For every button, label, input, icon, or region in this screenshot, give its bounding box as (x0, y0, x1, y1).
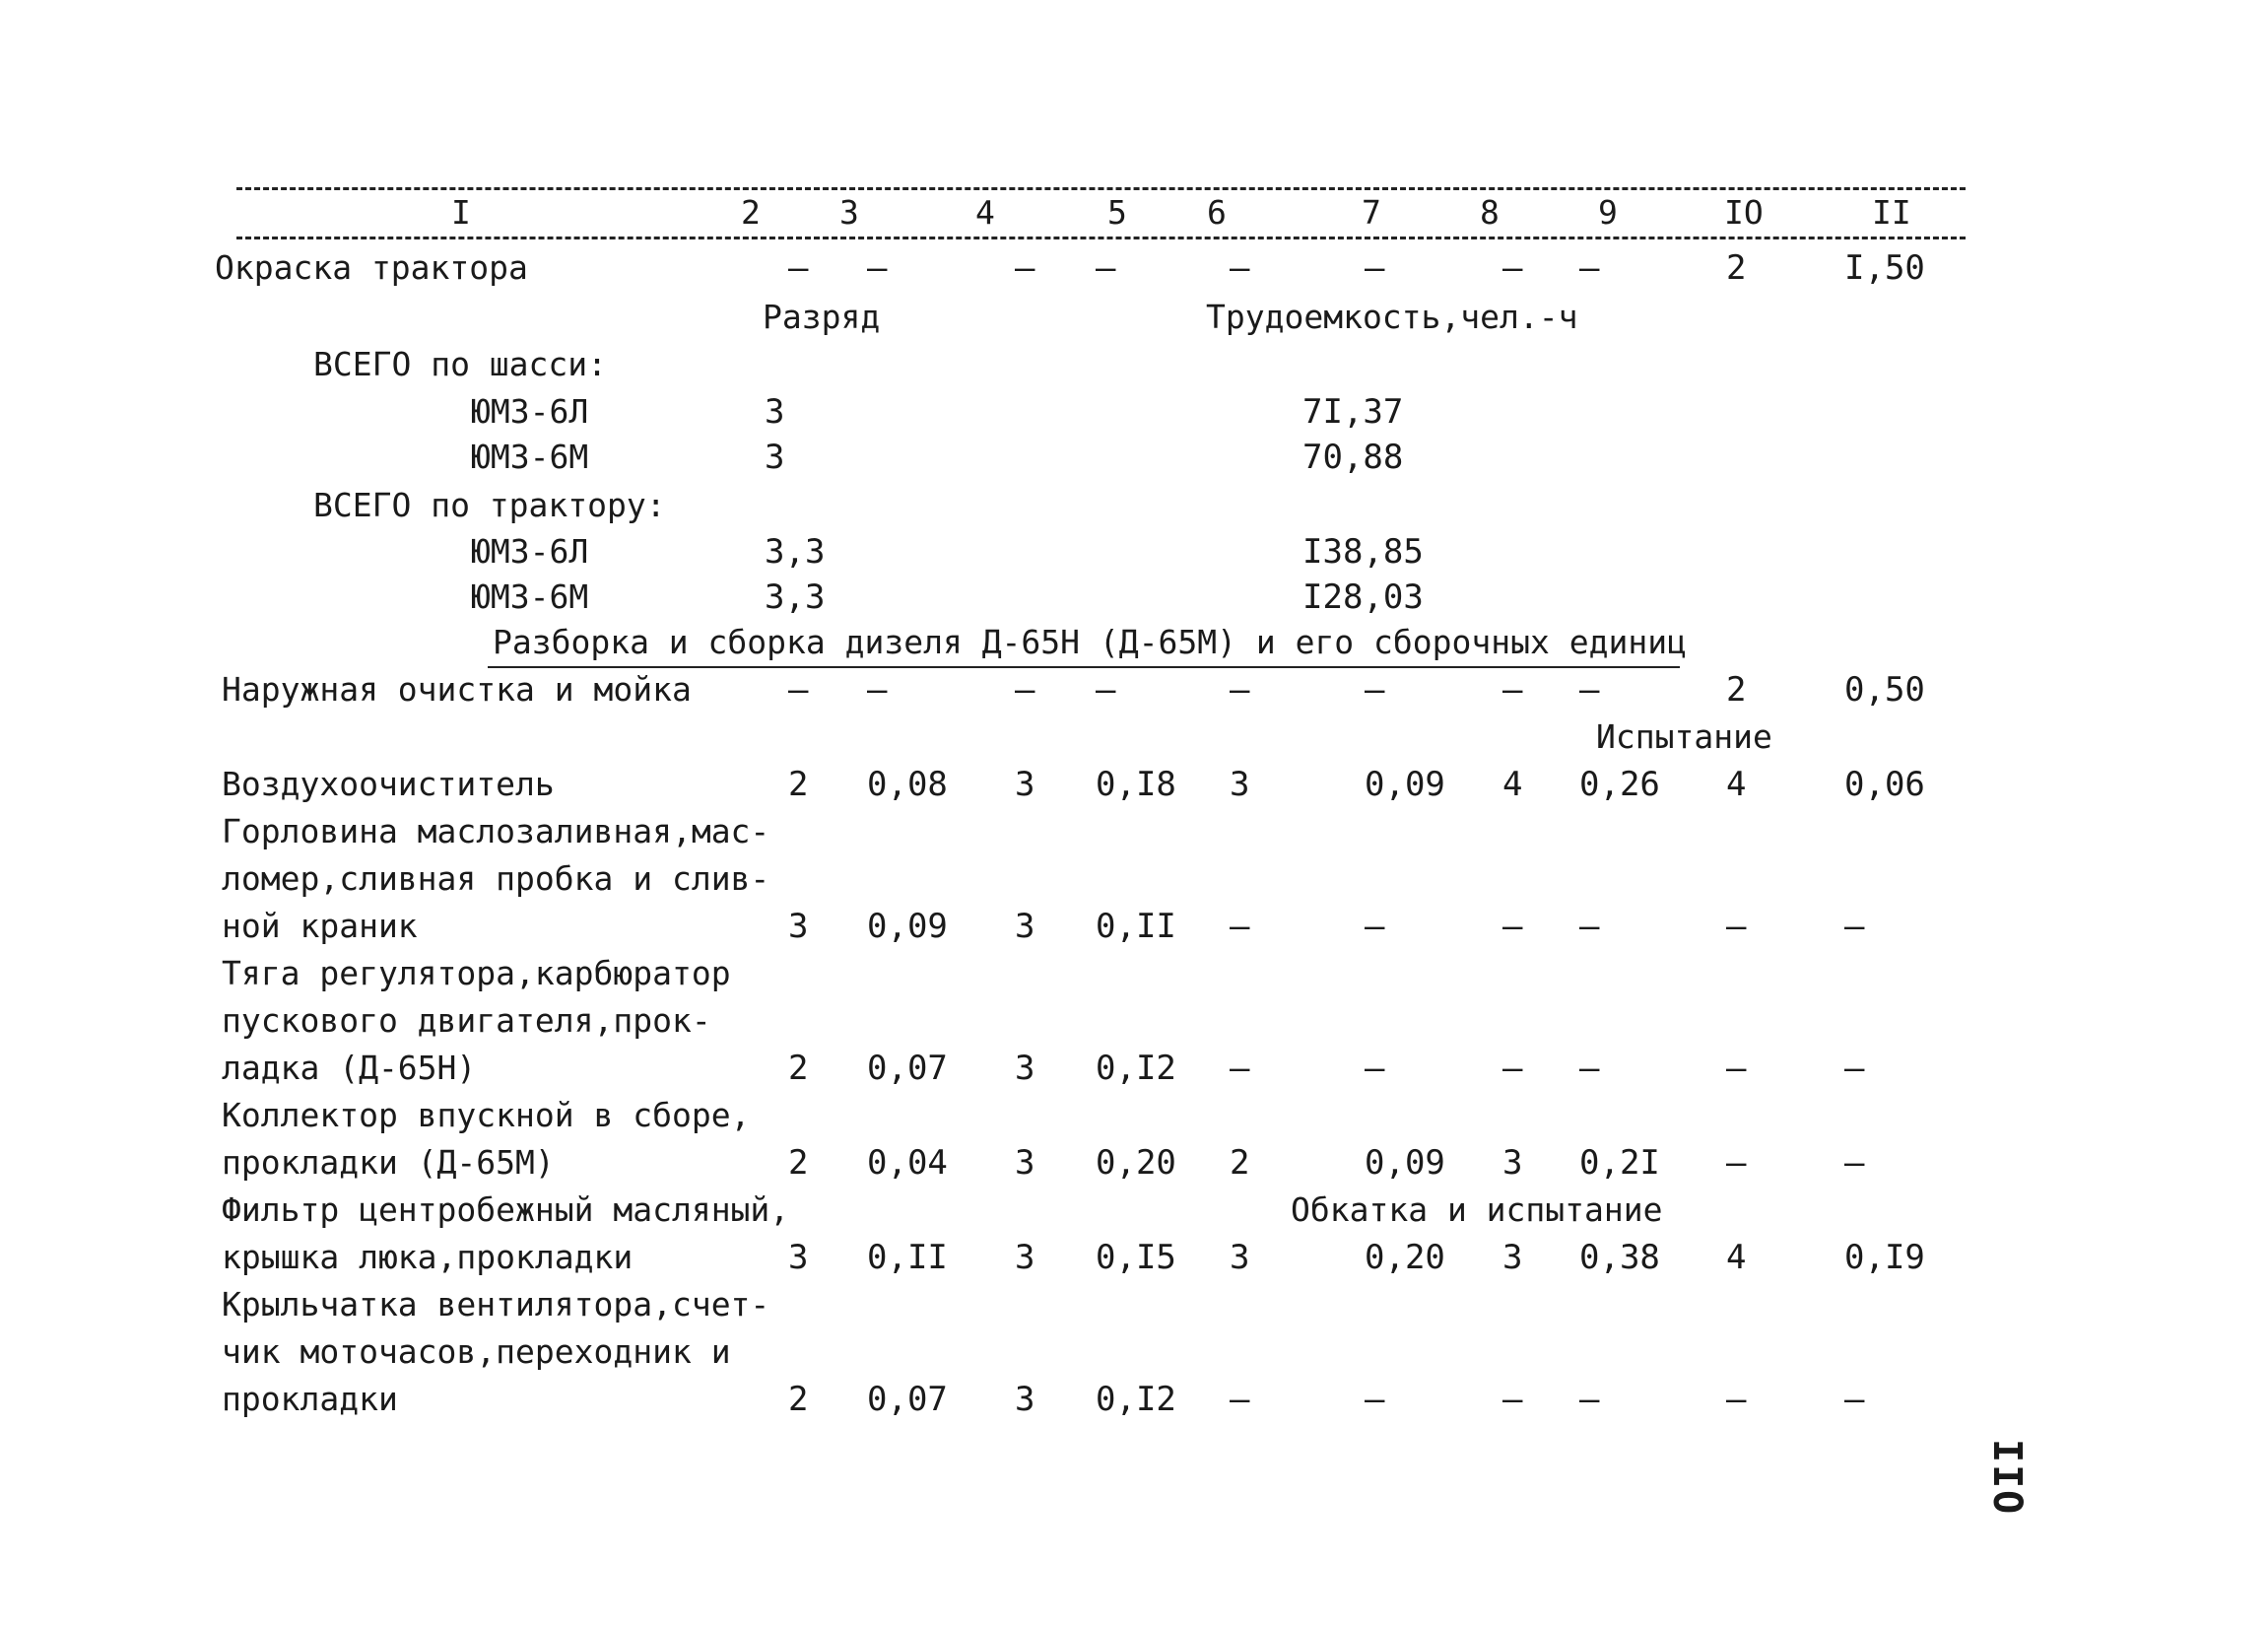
table-cell: – (867, 670, 888, 710)
section-title-underline (488, 666, 1680, 668)
table-cell: – (1726, 1049, 1747, 1088)
table-cell: 0,I5 (1096, 1238, 1176, 1277)
column-number: II (1872, 193, 1911, 232)
column-number: I (451, 193, 471, 232)
summary-grade: 3 (765, 438, 785, 477)
table-cell: 2 (788, 1380, 809, 1419)
table-cell: – (1844, 1380, 1865, 1419)
table-cell: – (1230, 1049, 1250, 1088)
summary-labor: 70,88 (1302, 438, 1404, 477)
table-cell: – (1096, 248, 1116, 288)
table-cell: – (1365, 248, 1385, 288)
table-cell: 4 (1726, 1238, 1747, 1277)
table-cell: – (1502, 907, 1523, 946)
table-cell: 2 (788, 1049, 809, 1088)
table-cell: 0,09 (1365, 1143, 1445, 1183)
summary-model: ЮМЗ-6М (471, 577, 589, 616)
labor-heading: Трудоемкость,чел.-ч (1206, 298, 1578, 336)
summary-labor: I28,03 (1302, 577, 1424, 617)
table-cell: – (1726, 1380, 1747, 1419)
table-cell: – (1015, 670, 1035, 710)
table-cell: – (1502, 1049, 1523, 1088)
column-number: 3 (839, 193, 859, 232)
table-cell: – (1579, 670, 1600, 710)
summary-model: ЮМЗ-6М (471, 438, 589, 476)
summary-model: ЮМЗ-6Л (471, 532, 589, 571)
table-cell: – (1502, 1380, 1523, 1419)
row-label-line: Тяга регулятора,карбюратор (222, 954, 731, 992)
row-label-line: чик моточасов,переходник и (222, 1332, 731, 1371)
table-cell: – (1230, 670, 1250, 710)
row-label-line: Крыльчатка вентилятора,счет- (222, 1285, 770, 1324)
table-cell: – (1844, 907, 1865, 946)
section-title: Разборка и сборка дизеля Д-65Н (Д-65М) и его сборочных единиц (493, 623, 1687, 661)
table-cell: – (1579, 1380, 1600, 1419)
header-bottom-rule (236, 237, 1966, 239)
summary-labor: I38,85 (1302, 532, 1424, 572)
table-cell: 0,09 (867, 907, 948, 946)
table-cell: 0,07 (867, 1049, 948, 1088)
table-cell: – (1726, 907, 1747, 946)
table-cell: 0,04 (867, 1143, 948, 1183)
row-label-line: Коллектор впускной в сборе, (222, 1096, 751, 1134)
table-cell: 0,I9 (1844, 1238, 1925, 1277)
table-cell: 4 (1502, 765, 1523, 804)
table-cell: 2 (1726, 670, 1747, 710)
table-cell: 3 (788, 907, 809, 946)
table-cell: 3 (788, 1238, 809, 1277)
row-label-line: ломер,сливная пробка и слив- (222, 859, 770, 898)
table-cell: 3 (1015, 1049, 1035, 1088)
table-cell: 3 (1015, 1380, 1035, 1419)
table-cell: – (1726, 1143, 1747, 1183)
table-cell: – (788, 670, 809, 710)
page-number: IIO (1984, 1439, 2030, 1517)
table-cell: 3 (1015, 1238, 1035, 1277)
row-label-line: ладка (Д-65Н) (222, 1049, 477, 1087)
table-cell: 2 (1726, 248, 1747, 288)
table-cell: – (1230, 907, 1250, 946)
table-cell: 0,07 (867, 1380, 948, 1419)
table-cell: 0,20 (1096, 1143, 1176, 1183)
table-cell: 2 (788, 1143, 809, 1183)
table-cell: – (1502, 248, 1523, 288)
table-cell: 0,26 (1579, 765, 1660, 804)
row-label-line: прокладки (222, 1380, 398, 1418)
column-number: 7 (1362, 193, 1381, 232)
table-cell: 0,I2 (1096, 1049, 1176, 1088)
table-cell: – (1844, 1143, 1865, 1183)
column-number: 8 (1480, 193, 1500, 232)
table-cell: 3 (1502, 1238, 1523, 1277)
column-number: 6 (1207, 193, 1227, 232)
summary-grade: 3,3 (765, 577, 826, 617)
table-cell: 3 (1230, 1238, 1250, 1277)
table-cell: 0,50 (1844, 670, 1925, 710)
table-cell: – (1579, 1049, 1600, 1088)
tractor-total-title: ВСЕГО по трактору: (313, 486, 666, 524)
table-cell: 0,08 (867, 765, 948, 804)
table-cell: – (1365, 1380, 1385, 1419)
table-cell: – (1015, 248, 1035, 288)
column-number: 9 (1598, 193, 1618, 232)
table-cell: 0,38 (1579, 1238, 1660, 1277)
row-label-line: крышка люка,прокладки (222, 1238, 634, 1276)
table-cell: – (1365, 1049, 1385, 1088)
row-label-line: пускового двигателя,прок- (222, 1001, 711, 1040)
row-label-line: ной краник (222, 907, 418, 945)
table-cell: 3 (1230, 765, 1250, 804)
table-cell: – (1230, 1380, 1250, 1419)
table-cell: 0,20 (1365, 1238, 1445, 1277)
row-note: Испытание (1596, 717, 1772, 756)
table-cell: 0,I8 (1096, 765, 1176, 804)
row-note: Обкатка и испытание (1291, 1190, 1663, 1229)
summary-grade: 3,3 (765, 532, 826, 572)
table-cell: – (1365, 907, 1385, 946)
table-cell: 0,II (867, 1238, 948, 1277)
table-cell: 2 (1230, 1143, 1250, 1183)
table-cell: I,50 (1844, 248, 1925, 288)
table-cell: 3 (1015, 907, 1035, 946)
table-cell: 3 (1502, 1143, 1523, 1183)
table-cell: – (1579, 907, 1600, 946)
table-cell: – (1365, 670, 1385, 710)
summary-grade: 3 (765, 392, 785, 432)
summary-model: ЮМЗ-6Л (471, 392, 589, 431)
table-cell: – (1230, 248, 1250, 288)
header-top-rule (236, 187, 1966, 190)
grade-heading: Разряд (763, 298, 881, 336)
column-number: 5 (1107, 193, 1127, 232)
table-cell: – (1844, 1049, 1865, 1088)
table-cell: 0,I2 (1096, 1380, 1176, 1419)
table-cell: 3 (1015, 765, 1035, 804)
row-label-line: Фильтр центробежный масляный, (222, 1190, 790, 1229)
column-number: 4 (975, 193, 995, 232)
chassis-total-title: ВСЕГО по шасси: (313, 345, 608, 383)
row-label-line: Горловина маслозаливная,мас- (222, 812, 770, 850)
table-cell: – (1502, 670, 1523, 710)
table-cell: 0,06 (1844, 765, 1925, 804)
row-label-line: Воздухоочиститель (222, 765, 555, 803)
table-cell: – (1579, 248, 1600, 288)
summary-labor: 7I,37 (1302, 392, 1404, 432)
row-label-line: прокладки (Д-65М) (222, 1143, 555, 1182)
table-cell: 0,09 (1365, 765, 1445, 804)
table-cell: 2 (788, 765, 809, 804)
table-cell: – (867, 248, 888, 288)
row-label: Окраска трактора (215, 248, 528, 287)
table-cell: – (788, 248, 809, 288)
column-number: 2 (741, 193, 761, 232)
table-cell: 3 (1015, 1143, 1035, 1183)
table-cell: 0,2I (1579, 1143, 1660, 1183)
row-label-line: Наружная очистка и мойка (222, 670, 692, 709)
column-number: IO (1724, 193, 1764, 232)
table-cell: – (1096, 670, 1116, 710)
table-cell: 4 (1726, 765, 1747, 804)
table-cell: 0,II (1096, 907, 1176, 946)
